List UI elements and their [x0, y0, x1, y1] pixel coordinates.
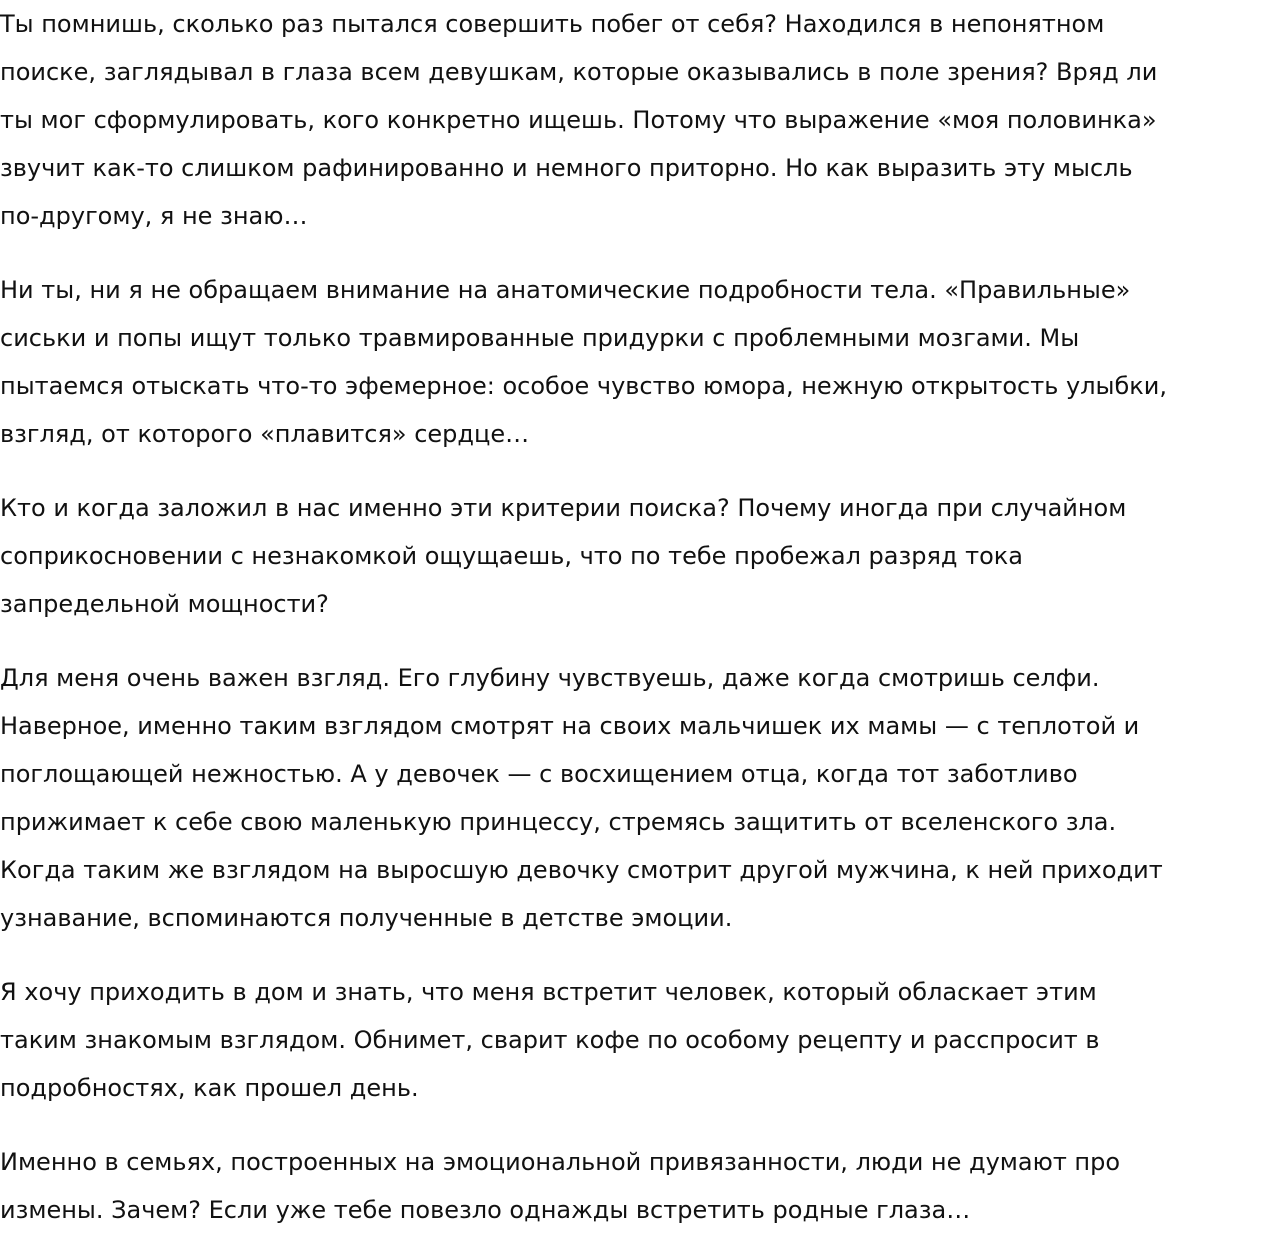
text-line: пытаемся отыскать что-то эфемерное: особое чувство юмора, нежную открытость улыбки, [0, 372, 1168, 400]
text-line: прижимает к себе свою маленькую принцессу, стремясь защитить от вселенского зла. [0, 808, 1117, 836]
text-line: Ни ты, ни я не обращаем внимание на анатомические подробности тела. «Правильные» [0, 276, 1131, 304]
text-line: по-другому, я не знаю… [0, 202, 308, 230]
paragraph-2 [0, 266, 1270, 458]
paragraph-3 [0, 484, 1270, 628]
text-line: таким знакомым взглядом. Обнимет, сварит кофе по особому рецепту и расспросит в [0, 1026, 1100, 1054]
text-line: Наверное, именно таким взглядом смотрят на своих мальчишек их мамы — с теплотой и [0, 712, 1140, 740]
text-line: Ты помнишь, сколько раз пытался совершить побег от себя? Находился в непонятном [0, 10, 1105, 38]
text-line: взгляд, от которого «плавится» сердце… [0, 420, 530, 448]
text-line: узнавание, вспоминаются полученные в детстве эмоции. [0, 904, 733, 932]
text-line: измены. Зачем? Если уже тебе повезло однажды встретить родные глаза… [0, 1196, 971, 1224]
text-line: Когда таким же взглядом на выросшую девочку смотрит другой мужчина, к ней приходит [0, 856, 1163, 884]
text-line: ты мог сформулировать, кого конкретно ищешь. Потому что выражение «моя половинка» [0, 106, 1157, 134]
text-line: Для меня очень важен взгляд. Его глубину чувствуешь, даже когда смотришь селфи. [0, 664, 1100, 692]
text-line: звучит как-то слишком рафинированно и немного приторно. Но как выразить эту мысль [0, 154, 1133, 182]
text-line: сиськи и попы ищут только травмированные придурки с проблемными мозгами. Мы [0, 324, 1080, 352]
text-line: поиске, заглядывал в глаза всем девушкам, которые оказывались в поле зрения? Вряд ли [0, 58, 1158, 86]
paragraph-1 [0, 0, 1270, 240]
paragraph-4 [0, 654, 1270, 942]
text-line: подробностях, как прошел день. [0, 1074, 419, 1102]
paragraph-6 [0, 1138, 1270, 1234]
text-line: поглощающей нежностью. А у девочек — с восхищением отца, когда тот заботливо [0, 760, 1078, 788]
text-line: соприкосновении с незнакомкой ощущаешь, что по тебе пробежал разряд тока [0, 542, 1023, 570]
text-line: Кто и когда заложил в нас именно эти критерии поиска? Почему иногда при случайном [0, 494, 1127, 522]
text-line: запредельной мощности? [0, 590, 329, 618]
paragraph-5 [0, 968, 1270, 1112]
text-line: Именно в семьях, построенных на эмоциональной привязанности, люди не думают про [0, 1148, 1121, 1176]
text-line: Я хочу приходить в дом и знать, что меня встретит человек, который обласкает этим [0, 978, 1097, 1006]
